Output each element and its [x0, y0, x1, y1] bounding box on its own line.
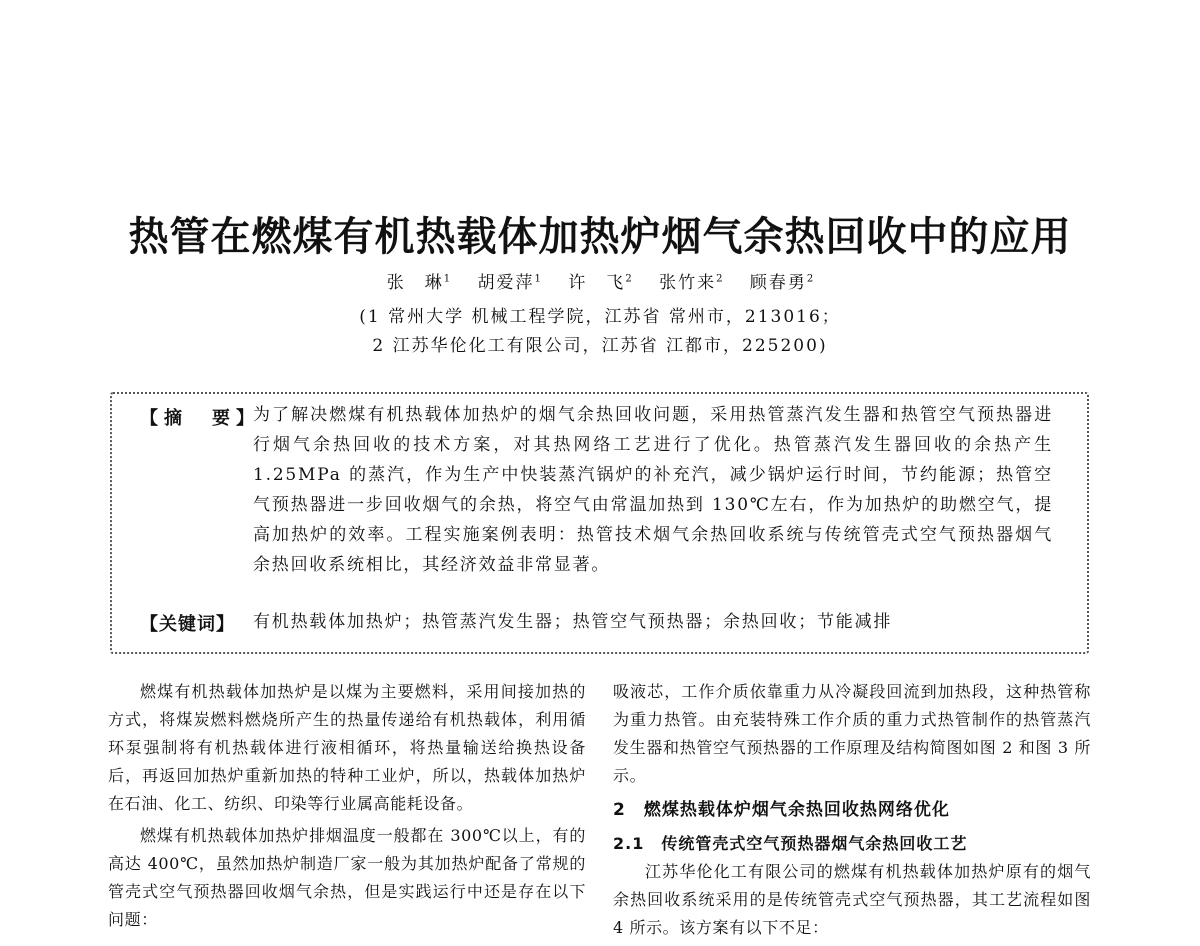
- abstract-label: 【摘 要】: [140, 408, 260, 429]
- author: 张竹来$^2$: [659, 273, 723, 293]
- abstract-text: 为了解决燃煤有机热载体加热炉的烟气余热回收问题，采用热管蒸汽发生器和热管空气预热器进行烟气余热回收的技术方案，对其热网络工艺进行了优化。热管蒸汽发生器回收的余热产生 1.25MPa 的蒸汽，作为生产中快装蒸汽锅炉的补充汽，减少锅炉运行时间，节约能源；热管空气预热器进一步回收烟气的余热，将空气由常温加热到 130℃左右，作为加热炉的助燃空气，提高加热炉的效率。工程实施案例表明：热管技术烟气余热回收系统与传统管壳式空气预热器烟气余热回收系统相比，其经济效益非常显著。: [253, 405, 1053, 575]
- section-heading: 2 燃煤热载体炉烟气余热回收热网络优化: [613, 800, 950, 820]
- keywords-text: 有机热载体加热炉；热管蒸汽发生器；热管空气预热器；余热回收；节能减排: [253, 612, 893, 632]
- affiliation-line-1: (1 常州大学 机械工程学院，江苏省 常州市，213016；: [359, 307, 841, 327]
- paper-title: 热管在燃煤有机热载体加热炉烟气余热回收中的应用: [128, 214, 1072, 260]
- body-column-left: [108, 678, 586, 938]
- author: 顾春勇$^2$: [749, 273, 814, 293]
- affiliation-line-2: 2 江苏华伦化工有限公司，江苏省 江都市，225200): [372, 336, 828, 356]
- keywords-label: 【关键词】: [140, 614, 235, 635]
- paragraph: 燃煤有机热载体加热炉排烟温度一般都在 300℃以上，有的高达 400℃，虽然加热炉制造厂家一般为其加热炉配备了常规的管壳式空气预热器回收烟气余热，但是实践运行中还是存在以下问题：: [108, 826, 586, 929]
- paragraph: 吸液芯，工作介质依靠重力从冷凝段回流到加热段，这种热管称为重力热管。由充装特殊工作介质的重力式热管制作的热管蒸汽发生器和热管空气预热器的工作原理及结构简图如图 2 和图 3 所示。: [613, 682, 1091, 785]
- author: 胡爱萍$^1$: [477, 273, 541, 293]
- author: 许 飞$^2$: [568, 273, 632, 293]
- paragraph: 江苏华伦化工有限公司的燃煤有机热载体加热炉原有的烟气余热回收系统采用的是传统管壳式空气预热器，其工艺流程如图 4 所示。该方案有以下不足：: [613, 862, 1091, 937]
- subsection-heading: 2.1 传统管壳式空气预热器烟气余热回收工艺: [613, 834, 968, 853]
- body-column-right: [613, 678, 1091, 946]
- author: 张 琳$^1$: [386, 273, 451, 293]
- paragraph: 燃煤有机热载体加热炉是以煤为主要燃料，采用间接加热的方式，将煤炭燃料燃烧所产生的热量传递给有机热载体，利用循环泵强制将有机热载体进行液相循环，将热量输送给换热设备后，再返回加热炉重新加热的特种工业炉，所以，热载体加热炉在石油、化工、纺织、印染等行业属高能耗设备。: [108, 682, 586, 813]
- author-list: [0, 268, 1200, 293]
